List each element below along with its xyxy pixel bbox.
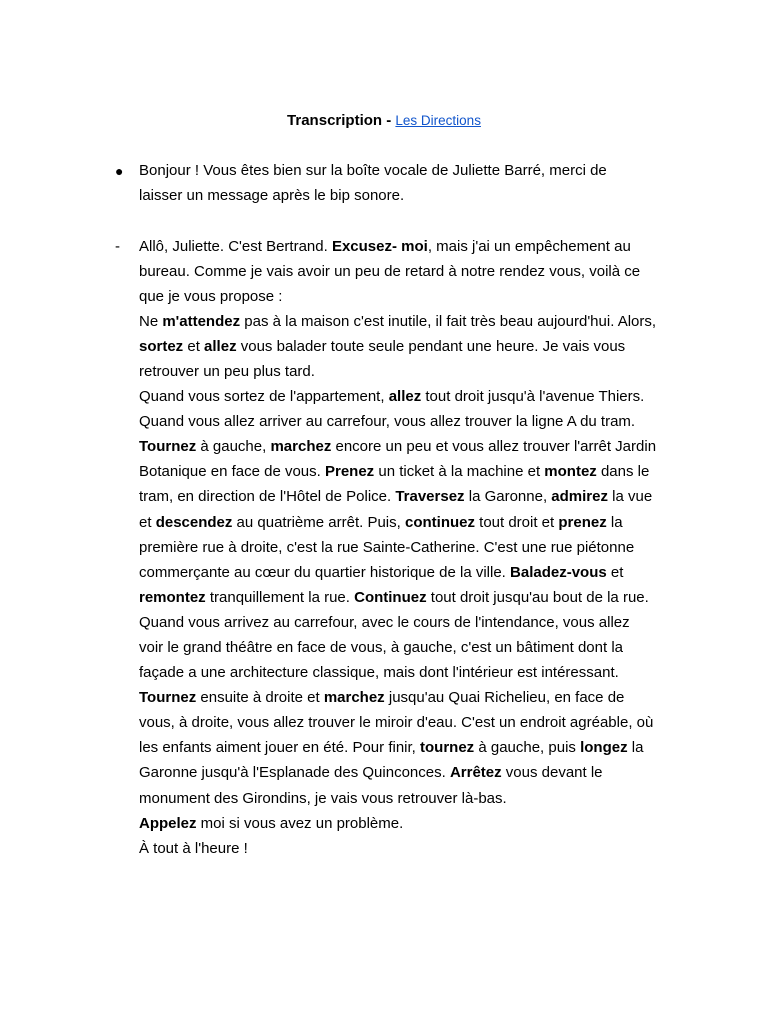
text-run: première rue à droite, c'est la rue Sainte-Catherine. C'est une rue piétonne — [139, 538, 635, 556]
emphasized-verb: marchez — [323, 689, 385, 707]
paragraph-line — [139, 409, 699, 434]
paragraph-line — [139, 359, 699, 384]
text-run: bureau. Comme je vais avoir un peu de retard à notre rendez vous, voilà ce — [139, 262, 641, 280]
paragraph-line — [139, 384, 699, 409]
voicemail-greeting-paragraph — [139, 158, 699, 208]
text-run: et — [139, 513, 156, 531]
text-run: la — [606, 513, 623, 531]
emphasized-verb: allez — [204, 337, 237, 355]
text-run: vous, à droite, vous allez trouver le miroir d'eau. C'est un endroit agréable, où — [139, 714, 654, 732]
text-run: et — [606, 563, 624, 581]
emphasized-verb: Tournez — [139, 689, 197, 707]
text-run: tout droit jusqu'au bout de la rue. — [426, 588, 649, 606]
text-run: Ne — [139, 312, 163, 330]
paragraph-line — [139, 560, 699, 585]
paragraph-line — [139, 434, 699, 459]
text-run: ensuite à droite et — [196, 689, 324, 707]
text-run: dans le — [596, 463, 650, 481]
paragraph-line — [139, 836, 699, 861]
text-run: encore un peu et vous allez trouver l'arrêt Jardin — [331, 438, 657, 456]
emphasized-verb: remontez — [139, 588, 206, 606]
paragraph-line — [139, 786, 699, 811]
emphasized-verb: continuez — [404, 513, 475, 531]
paragraph-line — [139, 259, 699, 284]
emphasized-verb: Continuez — [354, 588, 427, 606]
emphasized-verb: marchez — [270, 438, 332, 456]
text-run: la — [627, 739, 644, 757]
emphasized-verb: tournez — [420, 739, 475, 757]
paragraph-line — [139, 484, 699, 509]
paragraph-line: laisser un message après le bip sonore. — [139, 187, 405, 205]
emphasized-verb: Appelez — [139, 814, 197, 832]
text-run: , mais j'ai un empêchement au — [427, 237, 631, 255]
text-run: commerçante au cœur du quartier historique de la ville. — [139, 563, 511, 581]
emphasized-verb: Arrêtez — [449, 764, 502, 782]
emphasized-verb: descendez — [155, 513, 233, 531]
paragraph-line — [139, 284, 699, 309]
text-run: Quand vous sortez de l'appartement, — [139, 388, 389, 406]
text-run: la Garonne, — [464, 488, 552, 506]
text-run: monument des Girondins, je vais vous retrouver là-bas. — [139, 789, 507, 807]
text-run: vous devant le — [501, 764, 603, 782]
text-run: façade a une architecture classique, mais dont l'intérieur est intéressant. — [139, 664, 619, 682]
paragraph-line — [139, 459, 699, 484]
text-run: À tout à l'heure ! — [139, 839, 248, 857]
text-run: tout droit jusqu'à l'avenue Thiers. — [421, 388, 645, 406]
voicemail-message-paragraph — [139, 234, 699, 861]
paragraph-line: Bonjour ! Vous êtes bien sur la boîte vocale de Juliette Barré, merci de — [139, 162, 607, 179]
paragraph-line — [139, 334, 699, 359]
text-run: à gauche, — [196, 438, 271, 456]
dash-marker: - — [115, 238, 120, 255]
emphasized-verb: Traversez — [395, 488, 465, 506]
bullet-marker: ● — [115, 163, 124, 179]
paragraph-line — [139, 585, 699, 610]
text-run: la vue — [607, 488, 653, 506]
document-title — [0, 111, 768, 131]
text-run: moi si vous avez un problème. — [196, 814, 404, 832]
text-run: vous balader toute seule pendant une heure. Je vais vous — [236, 337, 626, 355]
emphasized-verb: longez — [580, 739, 628, 757]
paragraph-line — [139, 735, 699, 760]
text-run: Botanique en face de vous. — [139, 463, 325, 481]
paragraph-line — [139, 660, 699, 685]
paragraph-line — [139, 760, 699, 785]
emphasized-verb: montez — [544, 463, 597, 481]
text-run: les enfants aiment jouer en été. Pour finir, — [139, 739, 420, 757]
text-run: Garonne jusqu'à l'Esplanade des Quinconces. — [139, 764, 450, 782]
text-run: à gauche, puis — [474, 739, 581, 757]
paragraph-line — [139, 710, 699, 735]
text-run: Quand vous allez arriver au carrefour, vous allez trouver la ligne A du tram. — [139, 413, 636, 431]
emphasized-verb: Excusez- moi — [331, 237, 428, 255]
text-run: un ticket à la machine et — [374, 463, 545, 481]
emphasized-verb: m'attendez — [162, 312, 241, 330]
title-link-les-directions[interactable]: Les Directions — [395, 113, 481, 128]
text-run: Quand vous arrivez au carrefour, avec le cours de l'intendance, vous allez — [139, 613, 630, 631]
paragraph-line — [139, 309, 699, 334]
paragraph-line — [139, 635, 699, 660]
paragraph-line — [139, 234, 699, 259]
emphasized-verb: Tournez — [139, 438, 197, 456]
paragraph-line — [139, 610, 699, 635]
emphasized-verb: prenez — [558, 513, 607, 531]
emphasized-verb: Baladez-vous — [510, 563, 607, 581]
text-run: Allô, Juliette. C'est Bertrand. — [139, 237, 332, 255]
title-label: Transcription - — [287, 112, 392, 129]
text-run: au quatrième arrêt. Puis, — [232, 513, 405, 531]
emphasized-verb: sortez — [139, 337, 184, 355]
paragraph-line — [139, 535, 699, 560]
text-run: jusqu'au Quai Richelieu, en face de — [384, 689, 625, 707]
text-run: pas à la maison c'est inutile, il fait très beau aujourd'hui. Alors, — [240, 312, 657, 330]
emphasized-verb: Prenez — [324, 463, 375, 481]
emphasized-verb: admirez — [551, 488, 608, 506]
text-run: voir le grand théâtre en face de vous, à gauche, c'est un bâtiment dont la — [139, 639, 624, 656]
emphasized-verb: allez — [388, 388, 422, 406]
text-run: que je vous propose : — [139, 287, 283, 305]
text-run: retrouver un peu plus tard. — [139, 362, 315, 380]
paragraph-line — [139, 685, 699, 710]
paragraph-line — [139, 510, 699, 535]
text-run: tranquillement la rue. — [205, 588, 355, 606]
text-run: tram, en direction de l'Hôtel de Police. — [139, 488, 396, 506]
text-run: et — [183, 337, 205, 355]
text-run: tout droit et — [474, 513, 559, 531]
paragraph-line — [139, 811, 699, 836]
